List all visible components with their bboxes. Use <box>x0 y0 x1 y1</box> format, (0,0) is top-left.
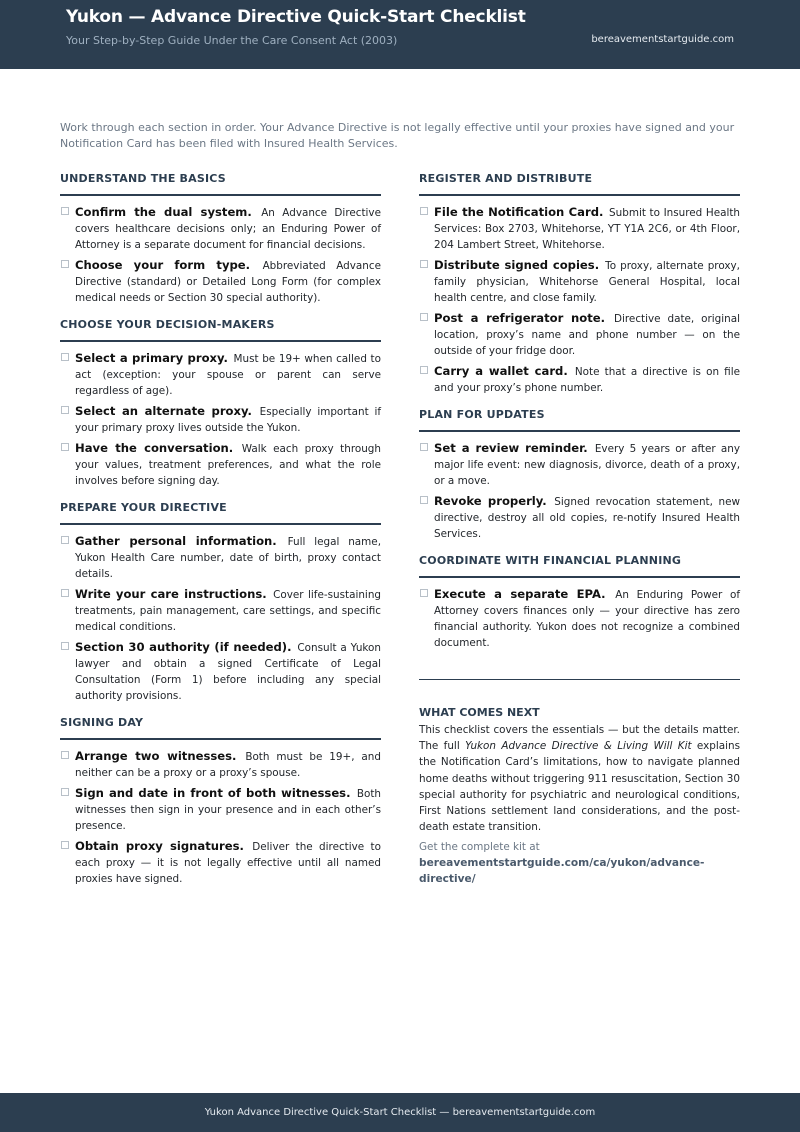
checklist-item <box>419 257 740 306</box>
item-lead: Have the conversation. <box>75 441 234 455</box>
header-site: bereavementstartguide.com <box>591 34 734 45</box>
what-next-body-text: This checklist covers the essentials — but the details matter. The full <box>419 724 740 753</box>
section-title: SIGNING DAY <box>60 714 381 740</box>
checkbox[interactable] <box>420 260 428 268</box>
item-text: Submit to Insured Health Services: Box 2703, Whitehorse, YT Y1A 2C6, or 4th Floor, 204 Lambert Street, Whitehorse. <box>434 207 740 251</box>
item-lead: Choose your form type. <box>75 258 251 272</box>
checklist-item <box>419 493 740 542</box>
item-text: An Enduring Power of Attorney covers finances only — your directive has zero financial authority. Yukon does not recognize a combined document. <box>434 589 740 649</box>
item-lead: Select a primary proxy. <box>75 351 228 365</box>
checklist-section <box>60 714 381 887</box>
checkbox[interactable] <box>420 366 428 374</box>
checklist-item <box>60 257 381 306</box>
item-lead: Carry a wallet card. <box>434 364 568 378</box>
checkbox[interactable] <box>420 443 428 451</box>
section-title: PLAN FOR UPDATES <box>419 406 740 432</box>
page-title: Yukon — Advance Directive Quick-Start Checklist <box>66 7 526 27</box>
checklist-item <box>60 586 381 635</box>
section-title: REGISTER AND DISTRIBUTE <box>419 170 740 196</box>
checklist-item <box>60 639 381 704</box>
item-text: Directive date, original location, proxy’s name and phone number — on the outside of your fridge door. <box>434 313 740 357</box>
item-lead: Select an alternate proxy. <box>75 404 252 418</box>
item-lead: Revoke properly. <box>434 494 547 508</box>
what-next-body <box>419 722 740 835</box>
item-text: Both must be 19+, and neither can be a proxy or a proxy’s spouse. <box>75 751 381 779</box>
checklist-item <box>60 533 381 582</box>
section-title: PREPARE YOUR DIRECTIVE <box>60 499 381 525</box>
checkbox[interactable] <box>61 642 69 650</box>
checkbox[interactable] <box>420 207 428 215</box>
item-text: An Advance Directive covers healthcare decisions only; an Enduring Power of Attorney is a separate document for financial decisions. <box>75 207 381 251</box>
item-lead: Write your care instructions. <box>75 587 267 601</box>
checklist-item <box>60 440 381 489</box>
checkbox[interactable] <box>61 536 69 544</box>
item-lead: Gather personal information. <box>75 534 277 548</box>
item-lead: Obtain proxy signatures. <box>75 839 244 853</box>
checkbox[interactable] <box>61 406 69 414</box>
item-lead: Confirm the dual system. <box>75 205 252 219</box>
checklist-item <box>419 440 740 489</box>
what-comes-next <box>419 706 740 887</box>
checklist-item <box>60 350 381 399</box>
item-lead: Post a refrigerator note. <box>434 311 606 325</box>
page-header <box>0 0 800 69</box>
item-text: Full legal name, Yukon Health Care number, date of birth, proxy contact details. <box>75 536 381 580</box>
checklist-item <box>60 748 381 781</box>
page-footer <box>0 1093 800 1132</box>
checklist-section <box>419 406 740 542</box>
checklist-section <box>60 316 381 489</box>
item-text: Both witnesses then sign in your presence and in each other’s presence. <box>75 788 381 832</box>
checklist-item <box>60 204 381 253</box>
item-text: Signed revocation statement, new directive, destroy all old copies, re-notify Insured Health Services. <box>434 496 741 540</box>
checklist-section <box>419 170 740 396</box>
item-text: Consult a Yukon lawyer and obtain a signed Certificate of Legal Consultation (Form 1) before including any special authority provisions. <box>75 642 381 702</box>
page-subtitle: Your Step-by-Step Guide Under the Care Consent Act (2003) <box>66 34 398 47</box>
item-lead: File the Notification Card. <box>434 205 604 219</box>
checklist-item <box>60 838 381 887</box>
item-text: Deliver the directive to each proxy — it is not legally effective until all named proxies have signed. <box>75 841 381 885</box>
checkbox[interactable] <box>61 207 69 215</box>
what-next-body-text-2: explains the Notification Card’s limitations, how to navigate planned home deaths without triggering 911 resuscitation, Section 30 special authority for psychiatric and neurological conditions, First Nations settlement land considerations, and the post-death estate transition. <box>419 740 740 834</box>
right-column <box>419 170 740 887</box>
checklist-section <box>60 499 381 704</box>
right-sections <box>419 170 740 651</box>
footer-text: Yukon Advance Directive Quick-Start Checklist — bereavementstartguide.com <box>204 1107 596 1118</box>
checkbox[interactable] <box>420 496 428 504</box>
checkbox[interactable] <box>61 788 69 796</box>
item-text: Every 5 years or after any major life event: new diagnosis, divorce, death of a proxy, or a move. <box>434 443 740 487</box>
checklist-item <box>419 204 740 253</box>
item-text: To proxy, alternate proxy, family physician, Whitehorse General Hospital, local health centre, and close family. <box>434 260 740 304</box>
get-kit-label: Get the complete kit at <box>419 841 540 854</box>
checkbox[interactable] <box>420 589 428 597</box>
checkbox[interactable] <box>61 260 69 268</box>
what-next-title: WHAT COMES NEXT <box>419 706 540 719</box>
section-divider <box>419 679 740 680</box>
checkbox[interactable] <box>61 353 69 361</box>
section-title: CHOOSE YOUR DECISION-MAKERS <box>60 316 381 342</box>
section-title: UNDERSTAND THE BASICS <box>60 170 381 196</box>
item-lead: Distribute signed copies. <box>434 258 600 272</box>
checkbox[interactable] <box>420 313 428 321</box>
checklist-section <box>60 170 381 306</box>
item-text: Especially important if your primary proxy lives outside the Yukon. <box>75 406 381 434</box>
checkbox[interactable] <box>61 443 69 451</box>
intro-text: Work through each section in order. Your Advance Directive is not legally effective until your proxies have signed and your Notification Card has been filed with Insured Health Services. <box>60 121 735 150</box>
item-text: Abbreviated Advance Directive (standard) or Detailed Long Form (for complex medical needs or Section 30 special authority). <box>75 260 381 304</box>
item-text: Cover life-sustaining treatments, pain management, care settings, and specific medical conditions. <box>75 589 381 633</box>
item-lead: Execute a separate EPA. <box>434 587 606 601</box>
checkbox[interactable] <box>61 841 69 849</box>
item-text: Note that a directive is on file and your proxy’s phone number. <box>434 366 740 394</box>
kit-link[interactable]: bereavementstartguide.com/ca/yukon/advance-directive/ <box>419 857 705 886</box>
section-title: COORDINATE WITH FINANCIAL PLANNING <box>419 552 740 578</box>
item-lead: Section 30 authority (if needed). <box>75 640 292 654</box>
checklist-item <box>60 785 381 834</box>
checklist-item <box>419 586 740 651</box>
item-lead: Set a review reminder. <box>434 441 588 455</box>
item-lead: Sign and date in front of both witnesses. <box>75 786 351 800</box>
item-text: Must be 19+ when called to act (exception: your spouse or parent can serve regardless of age). <box>75 353 381 397</box>
kit-title: Yukon Advance Directive & Living Will Kit <box>465 740 692 753</box>
checklist-item <box>419 310 740 359</box>
checkbox[interactable] <box>61 751 69 759</box>
checklist-section <box>419 552 740 651</box>
item-lead: Arrange two witnesses. <box>75 749 237 763</box>
checkbox[interactable] <box>61 589 69 597</box>
checklist-item <box>60 403 381 436</box>
item-text: Walk each proxy through your values, treatment preferences, and what the role involves before signing day. <box>75 443 381 487</box>
left-column <box>60 170 381 897</box>
checklist-item <box>419 363 740 396</box>
